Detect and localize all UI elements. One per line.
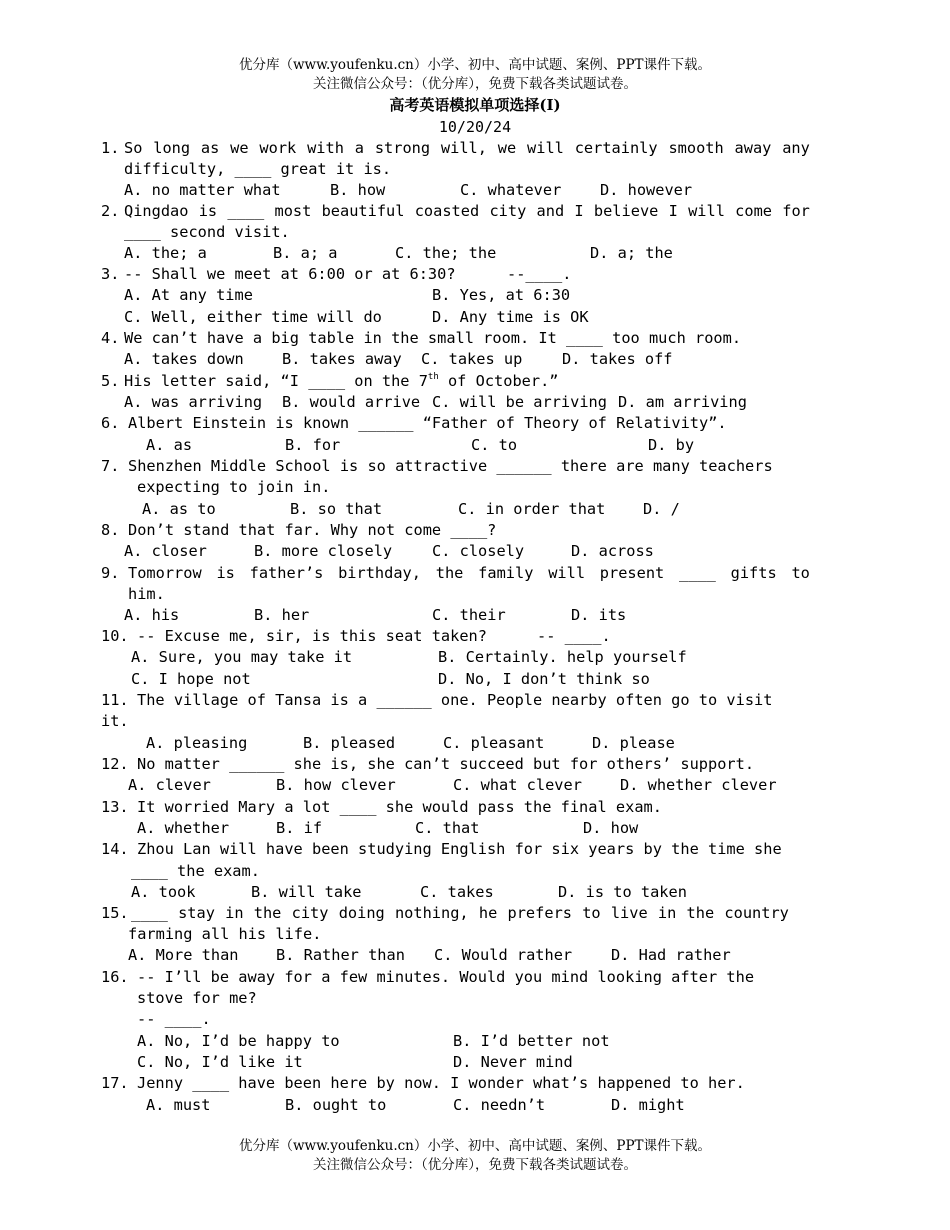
question-text: Jenny ____ have been here by now. I wonder what’s happened to her. xyxy=(137,1074,745,1092)
question-text: No matter ______ she is, she can’t succeed but for others’ support. xyxy=(137,755,755,773)
question-text: ____ stay in the city doing nothing, he prefers to live in the country xyxy=(131,904,789,922)
option-a: A. was arriving xyxy=(124,393,263,411)
date: 10/20/24 xyxy=(438,118,512,136)
question-text: Qingdao is ____ most beautiful coasted city and I believe I will come for xyxy=(124,202,810,220)
question-number: 2. xyxy=(101,202,120,220)
option-a: A. the; a xyxy=(124,244,207,262)
option-d: D. across xyxy=(571,542,654,560)
option-b: B. Certainly. help yourself xyxy=(438,648,687,666)
option-c: C. what clever xyxy=(453,776,582,794)
option-b: B. Rather than xyxy=(276,946,405,964)
question-number: 9. xyxy=(101,564,120,582)
option-a: A. his xyxy=(124,606,180,624)
option-d: D. however xyxy=(600,181,693,199)
page-title: 高考英语模拟单项选择(I) xyxy=(389,96,561,114)
question-number: 3. xyxy=(101,265,120,283)
option-c: C. to xyxy=(471,436,518,454)
option-d: D. Never mind xyxy=(453,1053,573,1071)
option-c: C. Well, either time will do xyxy=(124,308,382,326)
option-d: D. its xyxy=(571,606,627,624)
option-b: B. will take xyxy=(251,883,362,901)
option-d: D. whether clever xyxy=(620,776,777,794)
option-d: D. No, I don’t think so xyxy=(438,670,650,688)
question-text: Shenzhen Middle School is so attractive ______ there are many teachers xyxy=(128,457,773,475)
question-text: The village of Tansa is a ______ one. People nearby often go to visit xyxy=(137,691,773,709)
option-c: C. whatever xyxy=(460,181,562,199)
option-b: B. her xyxy=(254,606,310,624)
option-c: C. Would rather xyxy=(434,946,573,964)
question-text: We can’t have a big table in the small room. It ____ too much room. xyxy=(124,329,742,347)
header-line-2: 关注微信公众号：（优分库），免费下载各类试题试卷。 xyxy=(313,76,637,92)
option-a: A. must xyxy=(146,1096,211,1114)
question-text-continued: him. xyxy=(128,585,165,603)
footer-line-2: 关注微信公众号：（优分库），免费下载各类试题试卷。 xyxy=(313,1157,637,1173)
question-number: 10. xyxy=(101,627,129,645)
option-c: C. takes xyxy=(420,883,494,901)
option-b: B. for xyxy=(285,436,341,454)
option-a: A. More than xyxy=(128,946,239,964)
option-d: D. please xyxy=(592,734,675,752)
option-b: B. how xyxy=(330,181,386,199)
option-d: D. Any time is OK xyxy=(432,308,589,326)
option-d: D. a; the xyxy=(590,244,673,262)
question-text-reply: -- ____. xyxy=(537,627,611,645)
question-number: 6. xyxy=(101,414,120,432)
option-d: D. is to taken xyxy=(558,883,687,901)
option-c: C. needn’t xyxy=(453,1096,546,1114)
question-text-continued: it. xyxy=(101,712,129,730)
question-text: -- Shall we meet at 6:00 or at 6:30? xyxy=(124,265,456,283)
option-d: D. Had rather xyxy=(611,946,731,964)
question-text: Zhou Lan will have been studying English for six years by the time she xyxy=(137,840,782,858)
question-number: 13. xyxy=(101,798,129,816)
option-d: D. am arriving xyxy=(618,393,747,411)
option-d: D. might xyxy=(611,1096,685,1114)
question-text: Don’t stand that far. Why not come ____? xyxy=(128,521,497,539)
question-text: His letter said, “I ____ on the 7th of October.” xyxy=(124,372,559,390)
question-number: 5. xyxy=(101,372,120,390)
option-a: A. clever xyxy=(128,776,211,794)
option-c: C. pleasant xyxy=(443,734,545,752)
option-b: B. a; a xyxy=(273,244,338,262)
option-b: B. I’d better not xyxy=(453,1032,610,1050)
question-text: It worried Mary a lot ____ she would pass the final exam. xyxy=(137,798,662,816)
header-line-1: 优分库（www.youfenku.cn）小学、初中、高中试题、案例、PPT课件下载。 xyxy=(238,57,712,73)
option-a: A. as xyxy=(146,436,193,454)
question-text: -- I’ll be away for a few minutes. Would you mind looking after the xyxy=(137,968,755,986)
question-number: 16. xyxy=(101,968,129,986)
option-b: B. takes away xyxy=(282,350,402,368)
question-number: 14. xyxy=(101,840,129,858)
option-a: A. At any time xyxy=(124,286,253,304)
question-text-continued: stove for me? xyxy=(137,989,257,1007)
option-a: A. closer xyxy=(124,542,207,560)
option-a: A. No, I’d be happy to xyxy=(137,1032,340,1050)
option-b: B. more closely xyxy=(254,542,393,560)
option-a: A. Sure, you may take it xyxy=(131,648,353,666)
footer-line-1: 优分库（www.youfenku.cn）小学、初中、高中试题、案例、PPT课件下载。 xyxy=(238,1138,712,1154)
option-a: A. takes down xyxy=(124,350,244,368)
option-d: D. takes off xyxy=(562,350,673,368)
question-number: 12. xyxy=(101,755,129,773)
option-d: D. how xyxy=(583,819,639,837)
option-c: C. closely xyxy=(432,542,525,560)
question-number: 15. xyxy=(101,904,129,922)
option-b: B. how clever xyxy=(276,776,396,794)
option-b: B. Yes, at 6:30 xyxy=(432,286,571,304)
question-text: -- Excuse me, sir, is this seat taken? xyxy=(137,627,487,645)
option-b: B. would arrive xyxy=(282,393,421,411)
option-c: C. the; the xyxy=(395,244,497,262)
question-text-continued: difficulty, ____ great it is. xyxy=(124,160,392,178)
option-c: C. their xyxy=(432,606,506,624)
option-c: C. I hope not xyxy=(131,670,251,688)
question-text: Tomorrow is father’s birthday, the family will present ____ gifts to xyxy=(128,564,810,582)
question-text: Albert Einstein is known ______ “Father of Theory of Relativity”. xyxy=(128,414,727,432)
option-a: A. no matter what xyxy=(124,181,281,199)
option-d: D. by xyxy=(648,436,695,454)
question-text-continued: farming all his life. xyxy=(128,925,322,943)
option-c: C. that xyxy=(415,819,480,837)
question-text-continued: expecting to join in. xyxy=(137,478,331,496)
question-text-reply: --____. xyxy=(507,265,572,283)
option-b: B. if xyxy=(276,819,323,837)
question-number: 8. xyxy=(101,521,120,539)
question-text-continued: ____ second visit. xyxy=(124,223,290,241)
option-b: B. pleased xyxy=(303,734,396,752)
question-number: 11. xyxy=(101,691,129,709)
question-number: 4. xyxy=(101,329,120,347)
option-b: B. so that xyxy=(290,500,383,518)
question-text-continued: ____ the exam. xyxy=(131,862,260,880)
option-b: B. ought to xyxy=(285,1096,387,1114)
option-a: A. whether xyxy=(137,819,230,837)
option-a: A. took xyxy=(131,883,196,901)
option-a: A. as to xyxy=(142,500,216,518)
option-c: C. No, I’d like it xyxy=(137,1053,303,1071)
option-c: C. takes up xyxy=(421,350,523,368)
question-number: 1. xyxy=(101,139,120,157)
question-number: 7. xyxy=(101,457,120,475)
question-text-reply: -- ____. xyxy=(137,1010,211,1028)
option-d: D. / xyxy=(643,500,680,518)
option-a: A. pleasing xyxy=(146,734,248,752)
question-text: So long as we work with a strong will, we will certainly smooth away any xyxy=(124,139,810,157)
option-c: C. in order that xyxy=(458,500,606,518)
option-c: C. will be arriving xyxy=(432,393,607,411)
question-number: 17. xyxy=(101,1074,129,1092)
